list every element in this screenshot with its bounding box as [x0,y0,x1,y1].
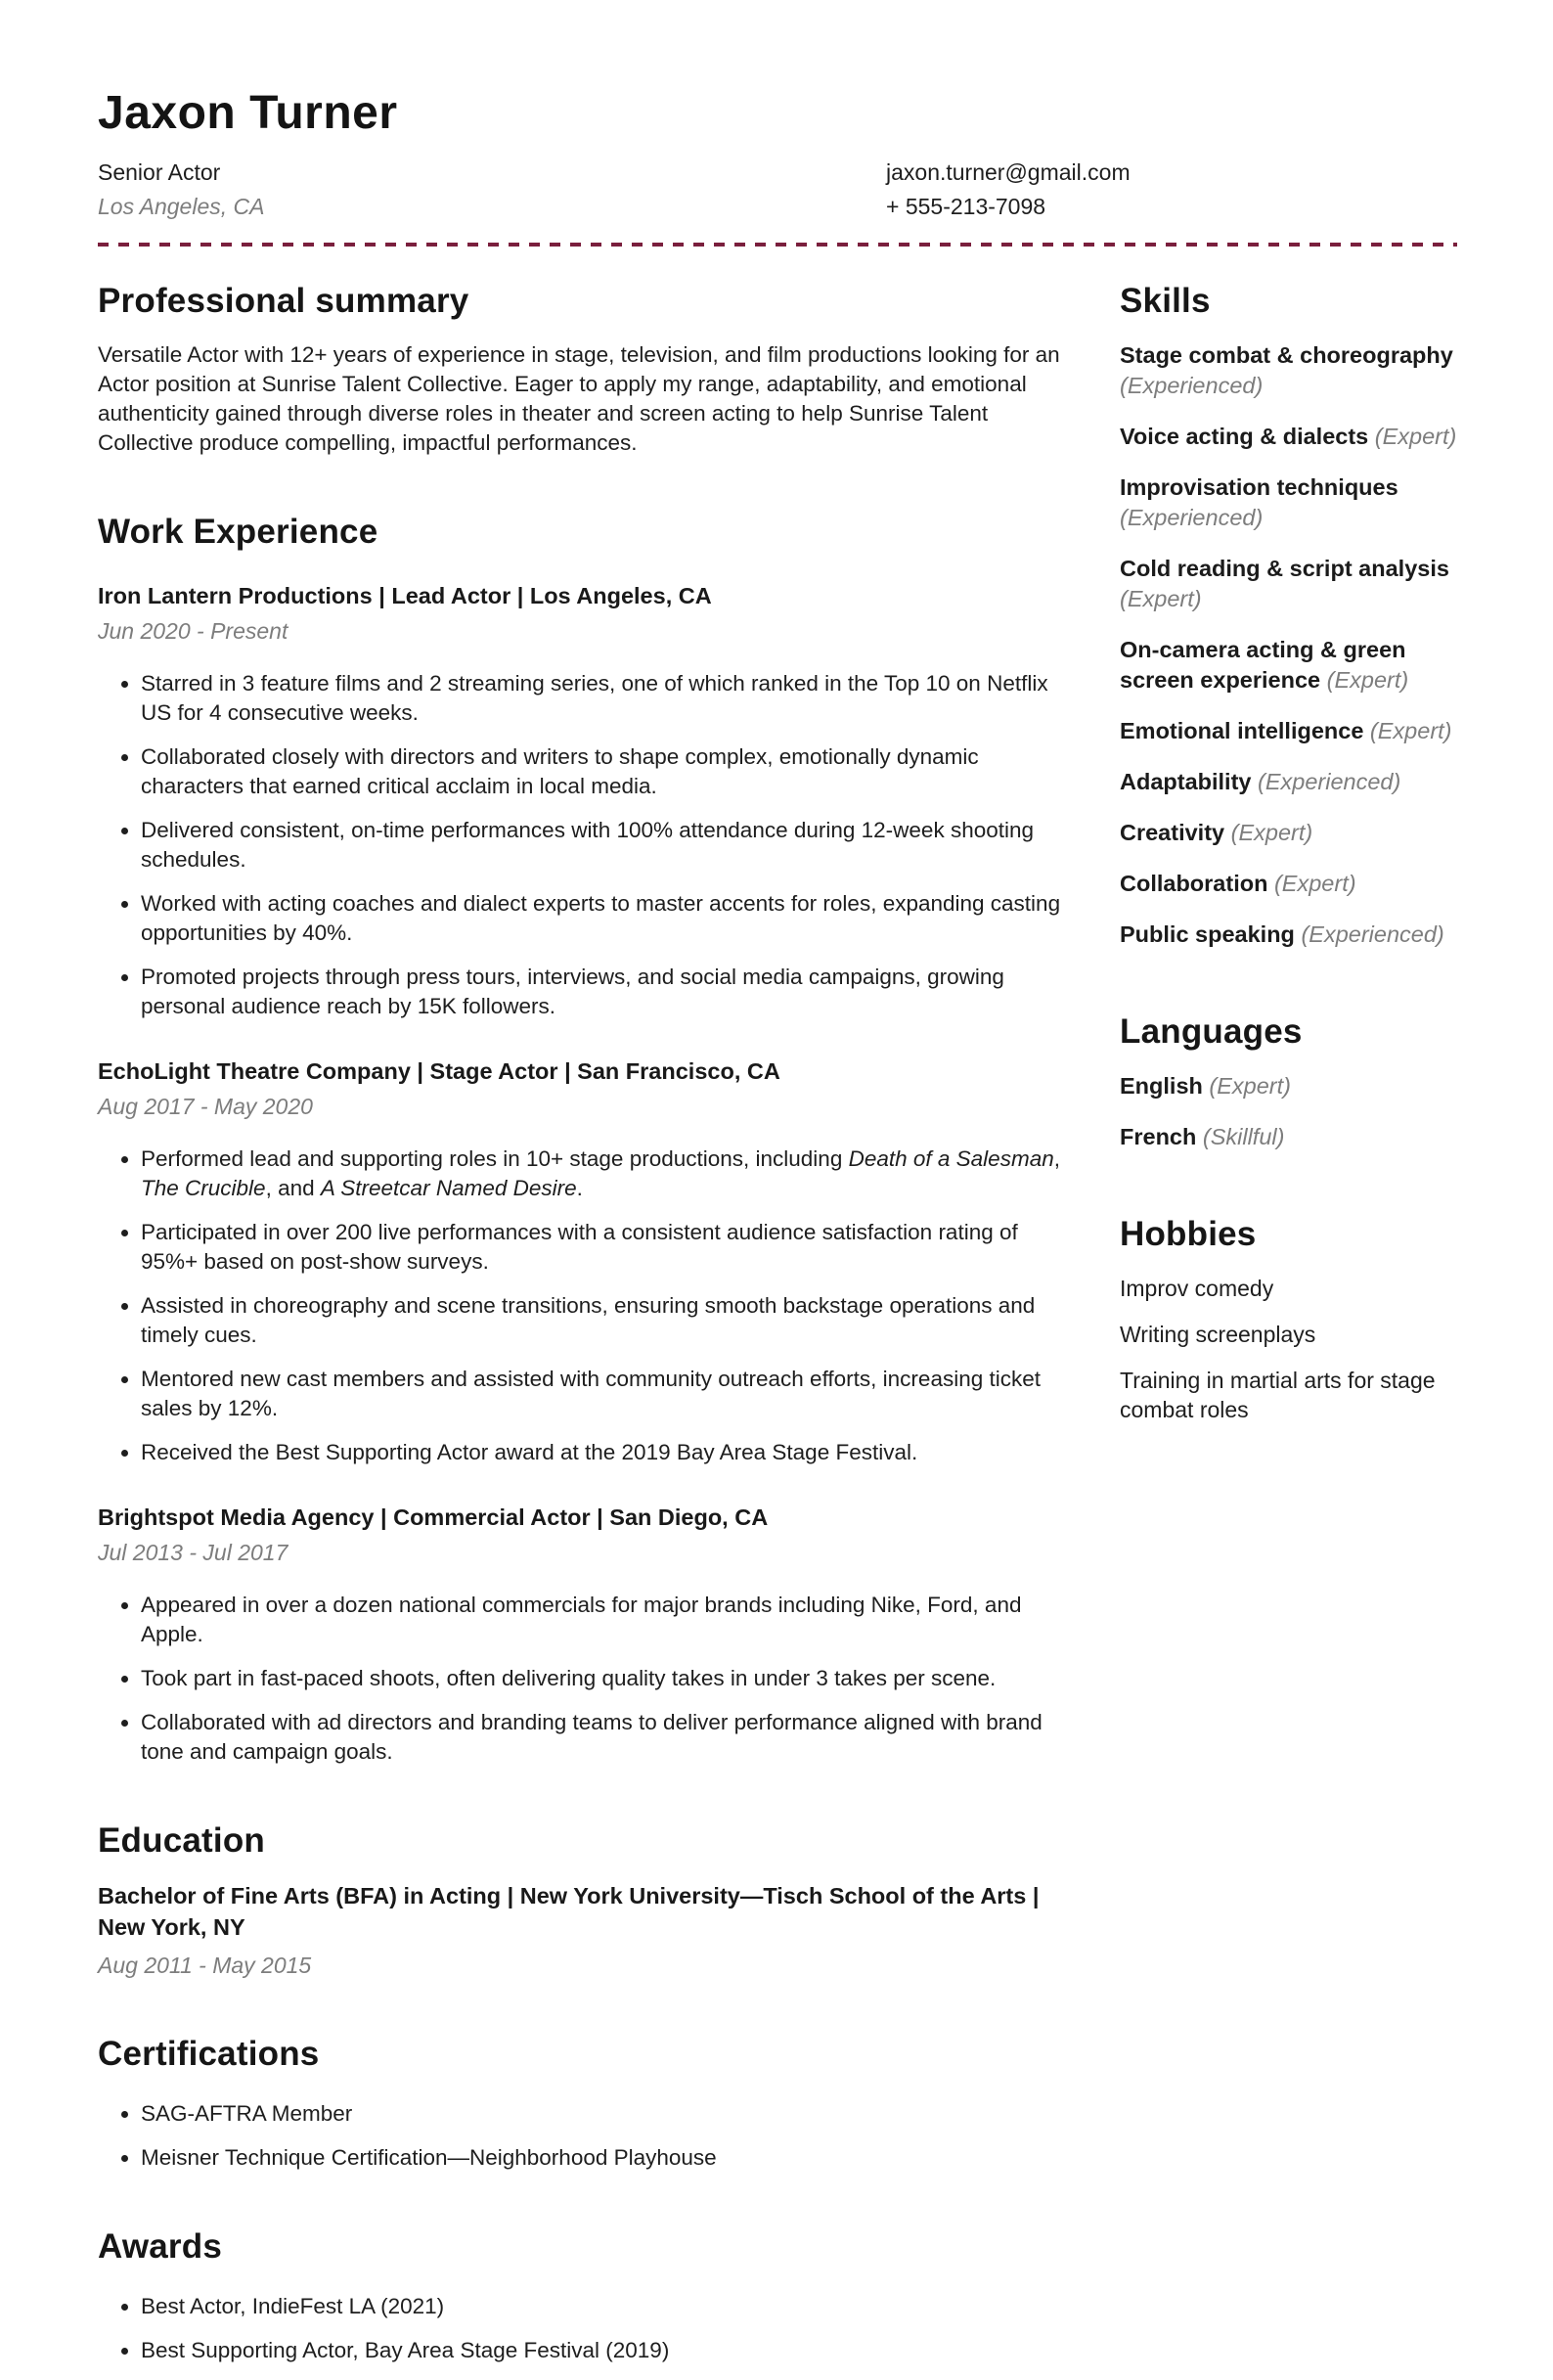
job-dates: Aug 2017 - May 2020 [98,1094,313,1119]
skill-item-name: Cold reading & script analysis [1120,556,1449,581]
job-bullet: • Starred in 3 feature films and 2 streaming series, one of which ranked in the Top 10 on Netflix US for 4 consecutive weeks. [141,669,1081,728]
job-title: EchoLight Theatre Company | Stage Actor | San Francisco, CA [98,1058,780,1084]
job-entry [98,581,1081,1021]
certifications-list [98,2099,1081,2173]
languages-heading: Languages [1120,1012,1303,1051]
job-bullet: • Received the Best Supporting Actor award at the 2019 Bay Area Stage Festival. [141,1438,1081,1467]
summary-heading: Professional summary [98,282,469,320]
skill-item [1120,635,1457,696]
skill-item-name: Improvisation techniques [1120,474,1398,500]
section-certifications [98,2035,1081,2173]
person-title: Senior Actor [98,159,221,185]
skill-item [1120,554,1457,614]
job-dates: Jul 2013 - Jul 2017 [98,1540,288,1565]
education-heading: Education [98,1821,265,1860]
skill-item-name: Collaboration [1120,871,1268,896]
contact-phone: + 555-213-7098 [886,194,1046,219]
job-dates: Jun 2020 - Present [98,618,288,644]
skill-item-level: (Expert) [1368,424,1457,449]
skill-item [1120,716,1457,746]
skill-item-name: Stage combat & choreography [1120,342,1453,368]
job-bullet: • Collaborated closely with directors and writers to shape complex, emotionally dynamic characters that earned critical acclaim in local media. [141,742,1081,801]
content-columns [98,282,1457,2380]
hobbies-list [1120,1274,1457,1424]
job-bullets [98,669,1081,1021]
job-title: Iron Lantern Productions | Lead Actor | Los Angeles, CA [98,583,712,608]
dashed-divider [98,243,1457,247]
person-name: Jaxon Turner [98,87,398,139]
certifications-heading: Certifications [98,2035,320,2073]
skill-item [1120,767,1457,797]
jobs [98,581,1081,1767]
language-item-name: English [1120,1073,1203,1099]
job-title: Brightspot Media Agency | Commercial Actor | San Diego, CA [98,1504,769,1530]
skill-item-level: (Expert) [1120,586,1202,611]
skill-item-level: (Expert) [1224,820,1313,845]
skill-item-level: (Expert) [1363,718,1452,743]
job-bullet: • Appeared in over a dozen national commercials for major brands including Nike, Ford, and Apple. [141,1591,1081,1649]
job-bullets [98,1591,1081,1767]
job-bullet: • Promoted projects through press tours, interviews, and social media campaigns, growing personal audience reach by 15K followers. [141,963,1081,1021]
work-heading: Work Experience [98,513,378,551]
languages-list [1120,1071,1457,1152]
hobby-item: Writing screenplays [1120,1322,1316,1347]
language-item-name: French [1120,1124,1197,1149]
skill-item-level: (Expert) [1320,667,1409,693]
job-bullet: • Assisted in choreography and scene transitions, ensuring smooth backstage operations and timely cues. [141,1291,1081,1350]
resume-header [98,86,1457,247]
skill-item [1120,920,1457,950]
skill-item-name: Emotional intelligence [1120,718,1364,743]
skill-item-name: Creativity [1120,820,1225,845]
language-item-level: (Expert) [1202,1073,1291,1099]
job-bullet: • Participated in over 200 live performances with a consistent audience satisfaction rating of 95%+ based on post-show surveys. [141,1218,1081,1277]
section-skills [1120,282,1457,950]
skill-item-level: (Experienced) [1251,769,1401,794]
job-bullets [98,1145,1081,1467]
skill-item-name: On-camera acting & green screen experience [1120,637,1406,693]
job-bullet: • Took part in fast-paced shoots, often delivering quality takes in under 3 takes per scene. [141,1664,1081,1693]
section-hobbies [1120,1215,1457,1424]
certification-item: • Meisner Technique Certification—Neighborhood Playhouse [141,2143,1081,2173]
section-education [98,1821,1081,1980]
job-bullet: • Worked with acting coaches and dialect experts to master accents for roles, expanding casting opportunities by 40%. [141,889,1081,948]
language-item [1120,1122,1457,1152]
contact-email: jaxon.turner@gmail.com [886,159,1131,185]
skill-item [1120,472,1457,533]
job-entry [98,1056,1081,1467]
awards-list [98,2292,1081,2365]
skill-item-level: (Experienced) [1120,373,1264,398]
section-languages [1120,1012,1457,1152]
skill-item [1120,422,1457,452]
job-bullet: • Collaborated with ad directors and branding teams to deliver performance aligned with brand tone and campaign goals. [141,1708,1081,1767]
skill-item-name: Adaptability [1120,769,1252,794]
skills-heading: Skills [1120,282,1211,320]
education-dates: Aug 2011 - May 2015 [98,1953,312,1978]
education-degree: Bachelor of Fine Arts (BFA) in Acting | New York University—Tisch School of the Arts | New York, NY [98,1883,1040,1940]
header-columns [98,156,1457,224]
section-awards [98,2227,1081,2365]
skill-item-name: Voice acting & dialects [1120,424,1369,449]
job-bullet: • Performed lead and supporting roles in 10+ stage productions, including Death of a Salesman, The Crucible, and A Streetcar Named Desire. [141,1145,1081,1203]
job-entry [98,1503,1081,1767]
job-bullet: • Mentored new cast members and assisted with community outreach efforts, increasing ticket sales by 12%. [141,1365,1081,1423]
person-location: Los Angeles, CA [98,194,265,219]
main-column [98,282,1081,2380]
hobby-item: Training in martial arts for stage combat roles [1120,1368,1436,1422]
summary-text: Versatile Actor with 12+ years of experience in stage, television, and film productions looking for an Actor position at Sunrise Talent Collective. Eager to apply my range, adaptability, and emotional authenticity gained through diverse roles in theater and screen acting to help Sunrise Talent Collective produce compelling, impactful performances. [98,342,1060,455]
language-item-level: (Skillful) [1196,1124,1285,1149]
award-item: • Best Supporting Actor, Bay Area Stage Festival (2019) [141,2336,1081,2365]
skill-item-name: Public speaking [1120,921,1295,947]
sidebar-column [1120,282,1457,2380]
skills-list [1120,340,1457,950]
hobbies-heading: Hobbies [1120,1215,1257,1253]
awards-heading: Awards [98,2227,222,2266]
section-work [98,513,1081,1767]
skill-item [1120,340,1457,401]
skill-item-level: (Experienced) [1120,505,1264,530]
section-summary [98,282,1081,458]
skill-item-level: (Experienced) [1294,921,1444,947]
job-bullet: • Delivered consistent, on-time performances with 100% attendance during 12-week shooting schedules. [141,816,1081,875]
skill-item [1120,818,1457,848]
header-left [98,156,886,224]
skill-item-level: (Expert) [1267,871,1356,896]
hobby-item: Improv comedy [1120,1276,1274,1301]
language-item [1120,1071,1457,1101]
certification-item: • SAG-AFTRA Member [141,2099,1081,2129]
header-contact [886,156,1457,224]
skill-item [1120,869,1457,899]
award-item: • Best Actor, IndieFest LA (2021) [141,2292,1081,2321]
